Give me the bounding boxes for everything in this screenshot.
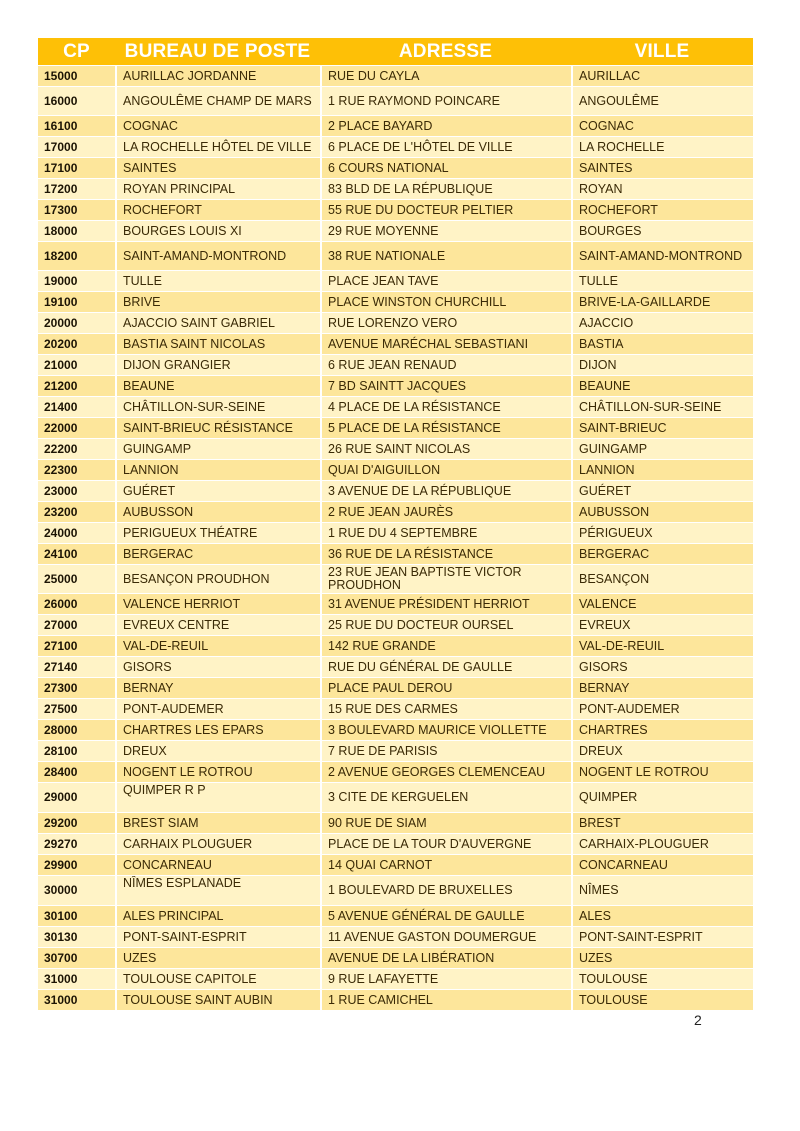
cell-cp: 31000 <box>38 968 115 989</box>
cell-adresse: 26 RUE SAINT NICOLAS <box>320 438 571 459</box>
cell-adresse: 38 RUE NATIONALE <box>320 241 571 270</box>
cell-adresse: PLACE PAUL DEROU <box>320 677 571 698</box>
cell-cp: 29200 <box>38 812 115 833</box>
cell-cp: 19100 <box>38 291 115 312</box>
table-row <box>38 719 753 740</box>
cell-adresse: 4 PLACE DE LA RÉSISTANCE <box>320 396 571 417</box>
cell-bureau: TULLE <box>115 270 320 291</box>
cell-adresse: PLACE WINSTON CHURCHILL <box>320 291 571 312</box>
cell-cp: 27140 <box>38 656 115 677</box>
table-row <box>38 522 753 543</box>
table-row <box>38 635 753 656</box>
cell-bureau: GUINGAMP <box>115 438 320 459</box>
cell-ville: ANGOULÊME <box>571 86 753 115</box>
table-row <box>38 926 753 947</box>
cell-bureau: SAINTES <box>115 157 320 178</box>
cell-adresse: QUAI D'AIGUILLON <box>320 459 571 480</box>
cell-ville: GUINGAMP <box>571 438 753 459</box>
header-adresse: ADRESSE <box>320 38 571 65</box>
cell-adresse: 14 QUAI CARNOT <box>320 854 571 875</box>
cell-adresse: 3 AVENUE DE LA RÉPUBLIQUE <box>320 480 571 501</box>
cell-ville: CHÂTILLON-SUR-SEINE <box>571 396 753 417</box>
cell-adresse: 2 PLACE BAYARD <box>320 115 571 136</box>
cell-bureau: AURILLAC JORDANNE <box>115 65 320 86</box>
table-row <box>38 354 753 375</box>
table-row <box>38 65 753 86</box>
cell-cp: 16000 <box>38 86 115 115</box>
cell-bureau: BOURGES LOUIS XI <box>115 220 320 241</box>
header-ville: VILLE <box>571 38 753 65</box>
cell-adresse: 83 BLD DE LA RÉPUBLIQUE <box>320 178 571 199</box>
cell-adresse: 1 RUE DU 4 SEPTEMBRE <box>320 522 571 543</box>
cell-cp: 18200 <box>38 241 115 270</box>
cell-cp: 27500 <box>38 698 115 719</box>
cell-adresse: 90 RUE DE SIAM <box>320 812 571 833</box>
cell-ville: COGNAC <box>571 115 753 136</box>
table-row <box>38 501 753 522</box>
table-row <box>38 947 753 968</box>
cell-bureau: GUÉRET <box>115 480 320 501</box>
cell-ville: NÎMES <box>571 875 753 905</box>
table-row <box>38 593 753 614</box>
cell-adresse: AVENUE DE LA LIBÉRATION <box>320 947 571 968</box>
cell-adresse: 31 AVENUE PRÉSIDENT HERRIOT <box>320 593 571 614</box>
table-row <box>38 905 753 926</box>
cell-cp: 17300 <box>38 199 115 220</box>
cell-bureau: UZES <box>115 947 320 968</box>
cell-ville: TULLE <box>571 270 753 291</box>
cell-ville: PONT-AUDEMER <box>571 698 753 719</box>
cell-bureau: VALENCE HERRIOT <box>115 593 320 614</box>
cell-bureau: DREUX <box>115 740 320 761</box>
page-number: 2 <box>694 1012 702 1028</box>
table-row <box>38 740 753 761</box>
cell-ville: PONT-SAINT-ESPRIT <box>571 926 753 947</box>
cell-ville: ALES <box>571 905 753 926</box>
cell-cp: 20000 <box>38 312 115 333</box>
cell-ville: BESANÇON <box>571 564 753 593</box>
cell-cp: 26000 <box>38 593 115 614</box>
cell-ville: BRIVE-LA-GAILLARDE <box>571 291 753 312</box>
table-row <box>38 677 753 698</box>
table-row <box>38 312 753 333</box>
table-row <box>38 178 753 199</box>
cell-bureau: QUIMPER R P <box>115 782 320 812</box>
table-row <box>38 480 753 501</box>
table-row <box>38 136 753 157</box>
cell-bureau: BERNAY <box>115 677 320 698</box>
cell-adresse: 3 CITE DE KERGUELEN <box>320 782 571 812</box>
cell-bureau: ROYAN PRINCIPAL <box>115 178 320 199</box>
cell-ville: AURILLAC <box>571 65 753 86</box>
cell-adresse: 1 BOULEVARD DE BRUXELLES <box>320 875 571 905</box>
table-row <box>38 220 753 241</box>
table-row <box>38 417 753 438</box>
cell-ville: CARHAIX-PLOUGUER <box>571 833 753 854</box>
cell-adresse: 6 RUE JEAN RENAUD <box>320 354 571 375</box>
cell-ville: EVREUX <box>571 614 753 635</box>
table-body <box>38 65 753 1010</box>
table-row <box>38 241 753 270</box>
cell-ville: BERGERAC <box>571 543 753 564</box>
cell-cp: 25000 <box>38 564 115 593</box>
cell-ville: LA ROCHELLE <box>571 136 753 157</box>
cell-ville: ROCHEFORT <box>571 199 753 220</box>
cell-cp: 29270 <box>38 833 115 854</box>
table-row <box>38 968 753 989</box>
cell-cp: 30100 <box>38 905 115 926</box>
cell-bureau: TOULOUSE SAINT AUBIN <box>115 989 320 1010</box>
cell-adresse: 29 RUE MOYENNE <box>320 220 571 241</box>
header-bureau: BUREAU DE POSTE <box>115 38 320 65</box>
cell-adresse: 55 RUE DU DOCTEUR PELTIER <box>320 199 571 220</box>
cell-ville: BOURGES <box>571 220 753 241</box>
cell-bureau: CHARTRES LES EPARS <box>115 719 320 740</box>
table-row <box>38 761 753 782</box>
cell-ville: LANNION <box>571 459 753 480</box>
cell-cp: 22200 <box>38 438 115 459</box>
table-row <box>38 157 753 178</box>
cell-bureau: BESANÇON PROUDHON <box>115 564 320 593</box>
cell-adresse: 6 PLACE DE L'HÔTEL DE VILLE <box>320 136 571 157</box>
cell-bureau: ALES PRINCIPAL <box>115 905 320 926</box>
cell-ville: TOULOUSE <box>571 989 753 1010</box>
table-row <box>38 656 753 677</box>
cell-bureau: CHÂTILLON-SUR-SEINE <box>115 396 320 417</box>
cell-bureau: ROCHEFORT <box>115 199 320 220</box>
table-row <box>38 875 753 905</box>
table-row <box>38 438 753 459</box>
cell-adresse: RUE DU GÉNÉRAL DE GAULLE <box>320 656 571 677</box>
cell-bureau: BREST SIAM <box>115 812 320 833</box>
cell-ville: BEAUNE <box>571 375 753 396</box>
cell-cp: 24100 <box>38 543 115 564</box>
cell-bureau: BRIVE <box>115 291 320 312</box>
table-row <box>38 459 753 480</box>
cell-cp: 21200 <box>38 375 115 396</box>
cell-adresse: 7 BD SAINTT JACQUES <box>320 375 571 396</box>
cell-bureau: COGNAC <box>115 115 320 136</box>
table-row <box>38 270 753 291</box>
cell-adresse: 5 AVENUE GÉNÉRAL DE GAULLE <box>320 905 571 926</box>
cell-cp: 16100 <box>38 115 115 136</box>
cell-bureau: SAINT-BRIEUC RÉSISTANCE <box>115 417 320 438</box>
table-row <box>38 614 753 635</box>
cell-bureau: DIJON GRANGIER <box>115 354 320 375</box>
table-row <box>38 396 753 417</box>
cell-bureau: BASTIA SAINT NICOLAS <box>115 333 320 354</box>
cell-bureau: CONCARNEAU <box>115 854 320 875</box>
cell-bureau: PONT-AUDEMER <box>115 698 320 719</box>
table-row <box>38 564 753 593</box>
cell-adresse: 2 RUE JEAN JAURÈS <box>320 501 571 522</box>
table-row <box>38 199 753 220</box>
table-row <box>38 833 753 854</box>
header-cp: CP <box>38 38 115 65</box>
cell-bureau: TOULOUSE CAPITOLE <box>115 968 320 989</box>
cell-bureau: AJACCIO SAINT GABRIEL <box>115 312 320 333</box>
cell-bureau: EVREUX CENTRE <box>115 614 320 635</box>
cell-bureau: LA ROCHELLE HÔTEL DE VILLE <box>115 136 320 157</box>
table-row <box>38 989 753 1010</box>
cell-bureau: BERGERAC <box>115 543 320 564</box>
cell-cp: 17000 <box>38 136 115 157</box>
cell-cp: 23000 <box>38 480 115 501</box>
cell-adresse: 25 RUE DU DOCTEUR OURSEL <box>320 614 571 635</box>
cell-cp: 21000 <box>38 354 115 375</box>
cell-cp: 17200 <box>38 178 115 199</box>
cell-adresse: 15 RUE DES CARMES <box>320 698 571 719</box>
cell-ville: BASTIA <box>571 333 753 354</box>
cell-cp: 21400 <box>38 396 115 417</box>
cell-ville: SAINT-AMAND-MONTROND <box>571 241 753 270</box>
cell-adresse: 7 RUE DE PARISIS <box>320 740 571 761</box>
cell-adresse: 2 AVENUE GEORGES CLEMENCEAU <box>320 761 571 782</box>
cell-cp: 20200 <box>38 333 115 354</box>
cell-cp: 31000 <box>38 989 115 1010</box>
cell-cp: 22000 <box>38 417 115 438</box>
cell-bureau: BEAUNE <box>115 375 320 396</box>
cell-adresse: PLACE JEAN TAVE <box>320 270 571 291</box>
cell-ville: CONCARNEAU <box>571 854 753 875</box>
cell-ville: QUIMPER <box>571 782 753 812</box>
cell-ville: NOGENT LE ROTROU <box>571 761 753 782</box>
cell-cp: 28400 <box>38 761 115 782</box>
cell-ville: DREUX <box>571 740 753 761</box>
cell-adresse: 3 BOULEVARD MAURICE VIOLLETTE <box>320 719 571 740</box>
cell-cp: 22300 <box>38 459 115 480</box>
cell-adresse: AVENUE MARÉCHAL SEBASTIANI <box>320 333 571 354</box>
post-office-table <box>38 38 753 1010</box>
cell-adresse: 5 PLACE DE LA RÉSISTANCE <box>320 417 571 438</box>
cell-bureau: GISORS <box>115 656 320 677</box>
cell-cp: 29900 <box>38 854 115 875</box>
cell-cp: 19000 <box>38 270 115 291</box>
cell-ville: GISORS <box>571 656 753 677</box>
cell-bureau: NOGENT LE ROTROU <box>115 761 320 782</box>
cell-cp: 29000 <box>38 782 115 812</box>
cell-ville: BERNAY <box>571 677 753 698</box>
cell-cp: 24000 <box>38 522 115 543</box>
cell-adresse: 36 RUE DE LA RÉSISTANCE <box>320 543 571 564</box>
cell-bureau: AUBUSSON <box>115 501 320 522</box>
cell-cp: 30130 <box>38 926 115 947</box>
cell-ville: AJACCIO <box>571 312 753 333</box>
cell-cp: 23200 <box>38 501 115 522</box>
cell-adresse: 6 COURS NATIONAL <box>320 157 571 178</box>
cell-cp: 27000 <box>38 614 115 635</box>
cell-bureau: VAL-DE-REUIL <box>115 635 320 656</box>
cell-adresse: 23 RUE JEAN BAPTISTE VICTOR PROUDHON <box>320 564 571 593</box>
cell-ville: VALENCE <box>571 593 753 614</box>
cell-ville: AUBUSSON <box>571 501 753 522</box>
table-row <box>38 333 753 354</box>
cell-cp: 15000 <box>38 65 115 86</box>
table-row <box>38 375 753 396</box>
cell-cp: 17100 <box>38 157 115 178</box>
cell-adresse: 1 RUE CAMICHEL <box>320 989 571 1010</box>
cell-ville: CHARTRES <box>571 719 753 740</box>
table-row <box>38 782 753 812</box>
cell-ville: VAL-DE-REUIL <box>571 635 753 656</box>
cell-cp: 28000 <box>38 719 115 740</box>
table-row <box>38 698 753 719</box>
cell-ville: TOULOUSE <box>571 968 753 989</box>
table-row <box>38 115 753 136</box>
cell-adresse: 9 RUE LAFAYETTE <box>320 968 571 989</box>
cell-adresse: 1 RUE RAYMOND POINCARE <box>320 86 571 115</box>
cell-ville: SAINT-BRIEUC <box>571 417 753 438</box>
cell-adresse: RUE LORENZO VERO <box>320 312 571 333</box>
cell-ville: PÉRIGUEUX <box>571 522 753 543</box>
cell-bureau: CARHAIX PLOUGUER <box>115 833 320 854</box>
cell-ville: GUÉRET <box>571 480 753 501</box>
cell-ville: ROYAN <box>571 178 753 199</box>
table-row <box>38 86 753 115</box>
cell-adresse: RUE DU CAYLA <box>320 65 571 86</box>
table-row <box>38 291 753 312</box>
cell-cp: 30000 <box>38 875 115 905</box>
cell-adresse: 142 RUE GRANDE <box>320 635 571 656</box>
cell-cp: 27300 <box>38 677 115 698</box>
cell-ville: SAINTES <box>571 157 753 178</box>
cell-bureau: NÎMES ESPLANADE <box>115 875 320 905</box>
cell-ville: BREST <box>571 812 753 833</box>
cell-adresse: 11 AVENUE GASTON DOUMERGUE <box>320 926 571 947</box>
cell-bureau: PERIGUEUX THÉATRE <box>115 522 320 543</box>
cell-bureau: PONT-SAINT-ESPRIT <box>115 926 320 947</box>
cell-cp: 28100 <box>38 740 115 761</box>
cell-bureau: ANGOULÊME CHAMP DE MARS <box>115 86 320 115</box>
table-header-row <box>38 38 753 65</box>
cell-bureau: SAINT-AMAND-MONTROND <box>115 241 320 270</box>
cell-adresse: PLACE DE LA TOUR D'AUVERGNE <box>320 833 571 854</box>
cell-ville: UZES <box>571 947 753 968</box>
cell-bureau: LANNION <box>115 459 320 480</box>
cell-cp: 18000 <box>38 220 115 241</box>
cell-cp: 27100 <box>38 635 115 656</box>
table-row <box>38 543 753 564</box>
table-row <box>38 854 753 875</box>
cell-cp: 30700 <box>38 947 115 968</box>
table-row <box>38 812 753 833</box>
cell-ville: DIJON <box>571 354 753 375</box>
